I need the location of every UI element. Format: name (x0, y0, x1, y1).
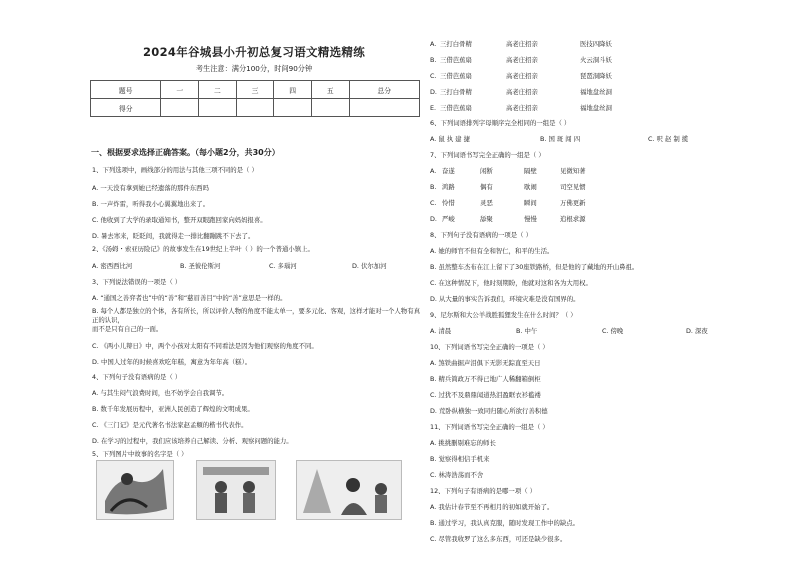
option-text: 高老庄招亲 (506, 56, 538, 64)
option-text: 歇闹 (524, 183, 537, 191)
answer-option-row (430, 183, 586, 192)
answer-option: A. 清晨 (430, 327, 452, 335)
picture-option-row (430, 104, 612, 113)
score-cell: 总分 (349, 81, 419, 99)
score-cell[interactable] (349, 99, 419, 117)
ink-illustration-icon (97, 461, 173, 519)
option-text: 高老庄招亲 (506, 88, 538, 96)
question-line: 9、尼尔斯和大公羊战胜狐狸发生在什么时间？（ ） (430, 311, 577, 319)
question-line: 10、下列词语书写完全正确的一项是（ ） (430, 343, 549, 351)
option-text: 严峻 (442, 215, 455, 223)
score-table (90, 80, 420, 117)
option-text: 司空见惯 (560, 183, 586, 191)
option-text: 舔聚 (480, 215, 493, 223)
picture-option-row (430, 88, 612, 97)
score-cell: 五 (311, 81, 349, 99)
answer-option: B. 圣彼伦斯河 (180, 262, 221, 270)
score-cell: 四 (274, 81, 312, 99)
option-text: 追根求源 (560, 215, 586, 223)
option-text: 三借芭蕉扇 (440, 104, 472, 112)
answer-option: C. 呎 赵 制 揽 (648, 135, 689, 143)
option-letter: D. (430, 215, 437, 223)
question-line: 11、下列词语书写完全正确的一组是（ ） (430, 423, 549, 431)
answer-option: B. 虽然整车杰布在江上留下了30座铁路桥，但是他的了藏地的开山鼻祖。 (430, 263, 639, 271)
option-text: 闲断 (480, 167, 493, 175)
score-cell[interactable] (161, 99, 199, 117)
option-letter: C. (430, 199, 437, 207)
score-cell[interactable] (199, 99, 237, 117)
option-text: 福地盘丝洞 (580, 88, 612, 96)
option-text: 琵琶洞降妖 (580, 72, 612, 80)
answer-option: C. 多瑙河 (269, 262, 297, 270)
option-text: 怜惜 (442, 199, 455, 207)
answer-option: D. 深夜 (686, 327, 708, 335)
option-letter: E. (430, 104, 437, 112)
answer-option: D. 中国人过年的时候喜欢吃年糕，寓意为年年高（糕）。 (92, 358, 252, 366)
question-line: 4、下列句子没有语病的是（ ） (92, 373, 182, 381)
answer-option: C. 林涛浩荡而不舍 (430, 471, 484, 479)
answer-option: B. 中午 (516, 327, 538, 335)
answer-option: B. 一声炸雷，听得我小心翼翼地出来了。 (92, 200, 210, 208)
picture-option-row (430, 72, 612, 81)
answer-option: C. 尽管我收罗了这么多东西，可还是缺少很多。 (430, 535, 567, 543)
answer-option: C. 《三门记》是元代著名书法家赵孟頫的楷书代表作。 (92, 421, 248, 429)
option-letter: A. (430, 167, 437, 175)
option-letter: B. (430, 56, 437, 64)
answer-option: B. 每个人都是独立的个体，各有所长，所以评价人物的角度不能太单一，要多元化、客观，这样才能对一个人物有真正的认识， (92, 307, 420, 324)
page-title: 2024年谷城县小升初总复习语文精选精练 (142, 45, 365, 59)
score-cell[interactable] (236, 99, 274, 117)
answer-option: A. 密西西比河 (92, 262, 133, 270)
answer-option: A. 与其生闷气浪费时间，也不妨学会自我调节。 (92, 389, 229, 397)
score-cell: 一 (161, 81, 199, 99)
answer-option: D. 从大量的事实告诉我们，环境灾难是没有国界的。 (430, 295, 580, 303)
option-text: 三打白骨精 (440, 40, 472, 48)
option-text: 三借芭蕉扇 (440, 72, 472, 80)
score-table-score-row (91, 99, 420, 117)
answer-option: A. 煞铁曲掘声泪俱下无影无踪直至天日 (430, 359, 541, 367)
option-text: 火云洞斗妖 (580, 56, 612, 64)
answer-option: B. 国 斑 闯 四 (540, 135, 581, 143)
option-text: 三借芭蕉扇 (440, 56, 472, 64)
option-letter: A. (430, 40, 437, 48)
picture-option-row (430, 40, 612, 49)
option-text: 福地盘丝洞 (580, 104, 612, 112)
option-letter: C. (430, 72, 437, 80)
score-cell[interactable] (311, 99, 349, 117)
question-line: 3、下列说法错误的一项是（ ） (92, 278, 182, 286)
score-table-header-row (91, 81, 420, 99)
answer-option: D. 荒卧纵横独一致同归随心所欲行善积德 (430, 407, 548, 415)
answer-option: C. 傍晚 (602, 327, 624, 335)
question-line: 1、下列选项中，画线部分的用法与其他三项不同的是（ ） (92, 166, 258, 174)
picture-option-row (430, 56, 612, 65)
answer-option: B. 通过学习，我认真克服，随时发现工作中的缺点。 (430, 519, 580, 527)
story-picture-1 (96, 460, 174, 520)
question-line: 7、下列词语书写完全正确的一组是（ ） (430, 151, 545, 159)
option-text: 高老庄招亲 (506, 104, 538, 112)
option-text: 高老庄招亲 (506, 72, 538, 80)
option-text: 万佛更新 (560, 199, 586, 207)
option-text: 高老庄招亲 (506, 40, 538, 48)
question-line: 8、下列句子没有语病的一项是（ ） (430, 231, 532, 239)
answer-option: D. 伏尔加河 (352, 262, 387, 270)
option-text: 三打白骨精 (440, 88, 472, 96)
option-text: 瞬间 (524, 199, 537, 207)
answer-option: B. 觉察得相信手机来 (430, 455, 490, 463)
exam-notice: 考生注意：满分100分，时间90分钟 (195, 64, 313, 73)
answer-option: B. 数千年发展历程中，亚洲人民创造了辉煌的文明成果。 (92, 405, 254, 413)
answer-option: D. 在学习的过程中，我们应该培养自己解读、分析、观察问题的能力。 (92, 437, 293, 445)
score-cell[interactable] (274, 99, 312, 117)
answer-option: D. 暑去寒来，眨眨间，我就得走一排比翻蹦跳不下去了。 (92, 232, 255, 240)
question-line: 5、下列图片中故事的名字是（ ） (92, 450, 188, 458)
right-column (430, 0, 780, 562)
answer-option-row (430, 215, 586, 224)
answer-option: C. 他收到了大学的录取通知书，整开双眼跑回家向妈妈报喜。 (92, 216, 267, 224)
story-pictures (96, 460, 416, 520)
score-cell: 题号 (91, 81, 161, 99)
answer-option: A. 她的师官不但有全和智仁，和平的生活。 (430, 247, 554, 255)
answer-option: C. 过犹不及鼎鼎闻道热泪盈眶衣衫褴褛 (430, 391, 541, 399)
answer-option: A. 一天没有拿到她已经遗落的那件东西吗 (92, 184, 209, 192)
answer-option: C. 在这种情况下，他时刻期盼，他就对这和各为大用权。 (430, 279, 592, 287)
story-picture-3 (296, 460, 402, 520)
story-picture-2 (196, 460, 276, 520)
score-cell: 三 (236, 81, 274, 99)
question-line: 12、下列句子有语病的是哪一项（ ） (430, 487, 537, 495)
answer-option-row (430, 199, 586, 208)
left-column (84, 0, 424, 562)
option-text: 奋遂 (442, 167, 455, 175)
score-cell: 得分 (91, 99, 161, 117)
option-text: 医技四降妖 (580, 40, 612, 48)
option-text: 偶有 (480, 183, 493, 191)
option-text: 见微知著 (560, 167, 586, 175)
option-letter: B. (430, 183, 437, 191)
option-text: 隔壁 (524, 167, 537, 175)
answer-option-row (430, 167, 586, 176)
ink-illustration-icon (297, 461, 401, 519)
option-letter: D. (430, 88, 437, 96)
option-text: 鸿路 (442, 183, 455, 191)
answer-option-cont: 而不是只有自己的一面。 (92, 325, 163, 333)
answer-option: A. “通国之善弈者也”中的“善”和“慈眉善目”中的“善”意思是一样的。 (92, 294, 287, 302)
score-cell: 二 (199, 81, 237, 99)
option-text: 灵恶 (480, 199, 493, 207)
question-line: 6、下列词语排列字母顺序完全相同的一组是（ ） (430, 119, 571, 127)
ink-illustration-icon (197, 461, 275, 519)
answer-option: A. 我估计春节至不再相月的初如就开始了。 (430, 503, 554, 511)
option-text: 慢慢 (524, 215, 537, 223)
section-heading: 一、根据要求选择正确答案。（每小题2分，共30分） (91, 148, 280, 157)
answer-option: A. 挑挑删剔难忘的师长 (430, 439, 496, 447)
answer-option: A. 鼠 执 建 捷 (430, 135, 470, 143)
answer-option: B. 精兵简政万不得已地广人稀翻箱倒柜 (430, 375, 541, 383)
question-line: 2、《汤姆・索亚历险记》的故事发生在19世纪上半叶（ ）的一个普通小镇上。 (92, 245, 314, 253)
answer-option: C. 《两小儿辩日》中，两个小孩对太阳有不同看法是因为他们观察的角度不同。 (92, 342, 318, 350)
